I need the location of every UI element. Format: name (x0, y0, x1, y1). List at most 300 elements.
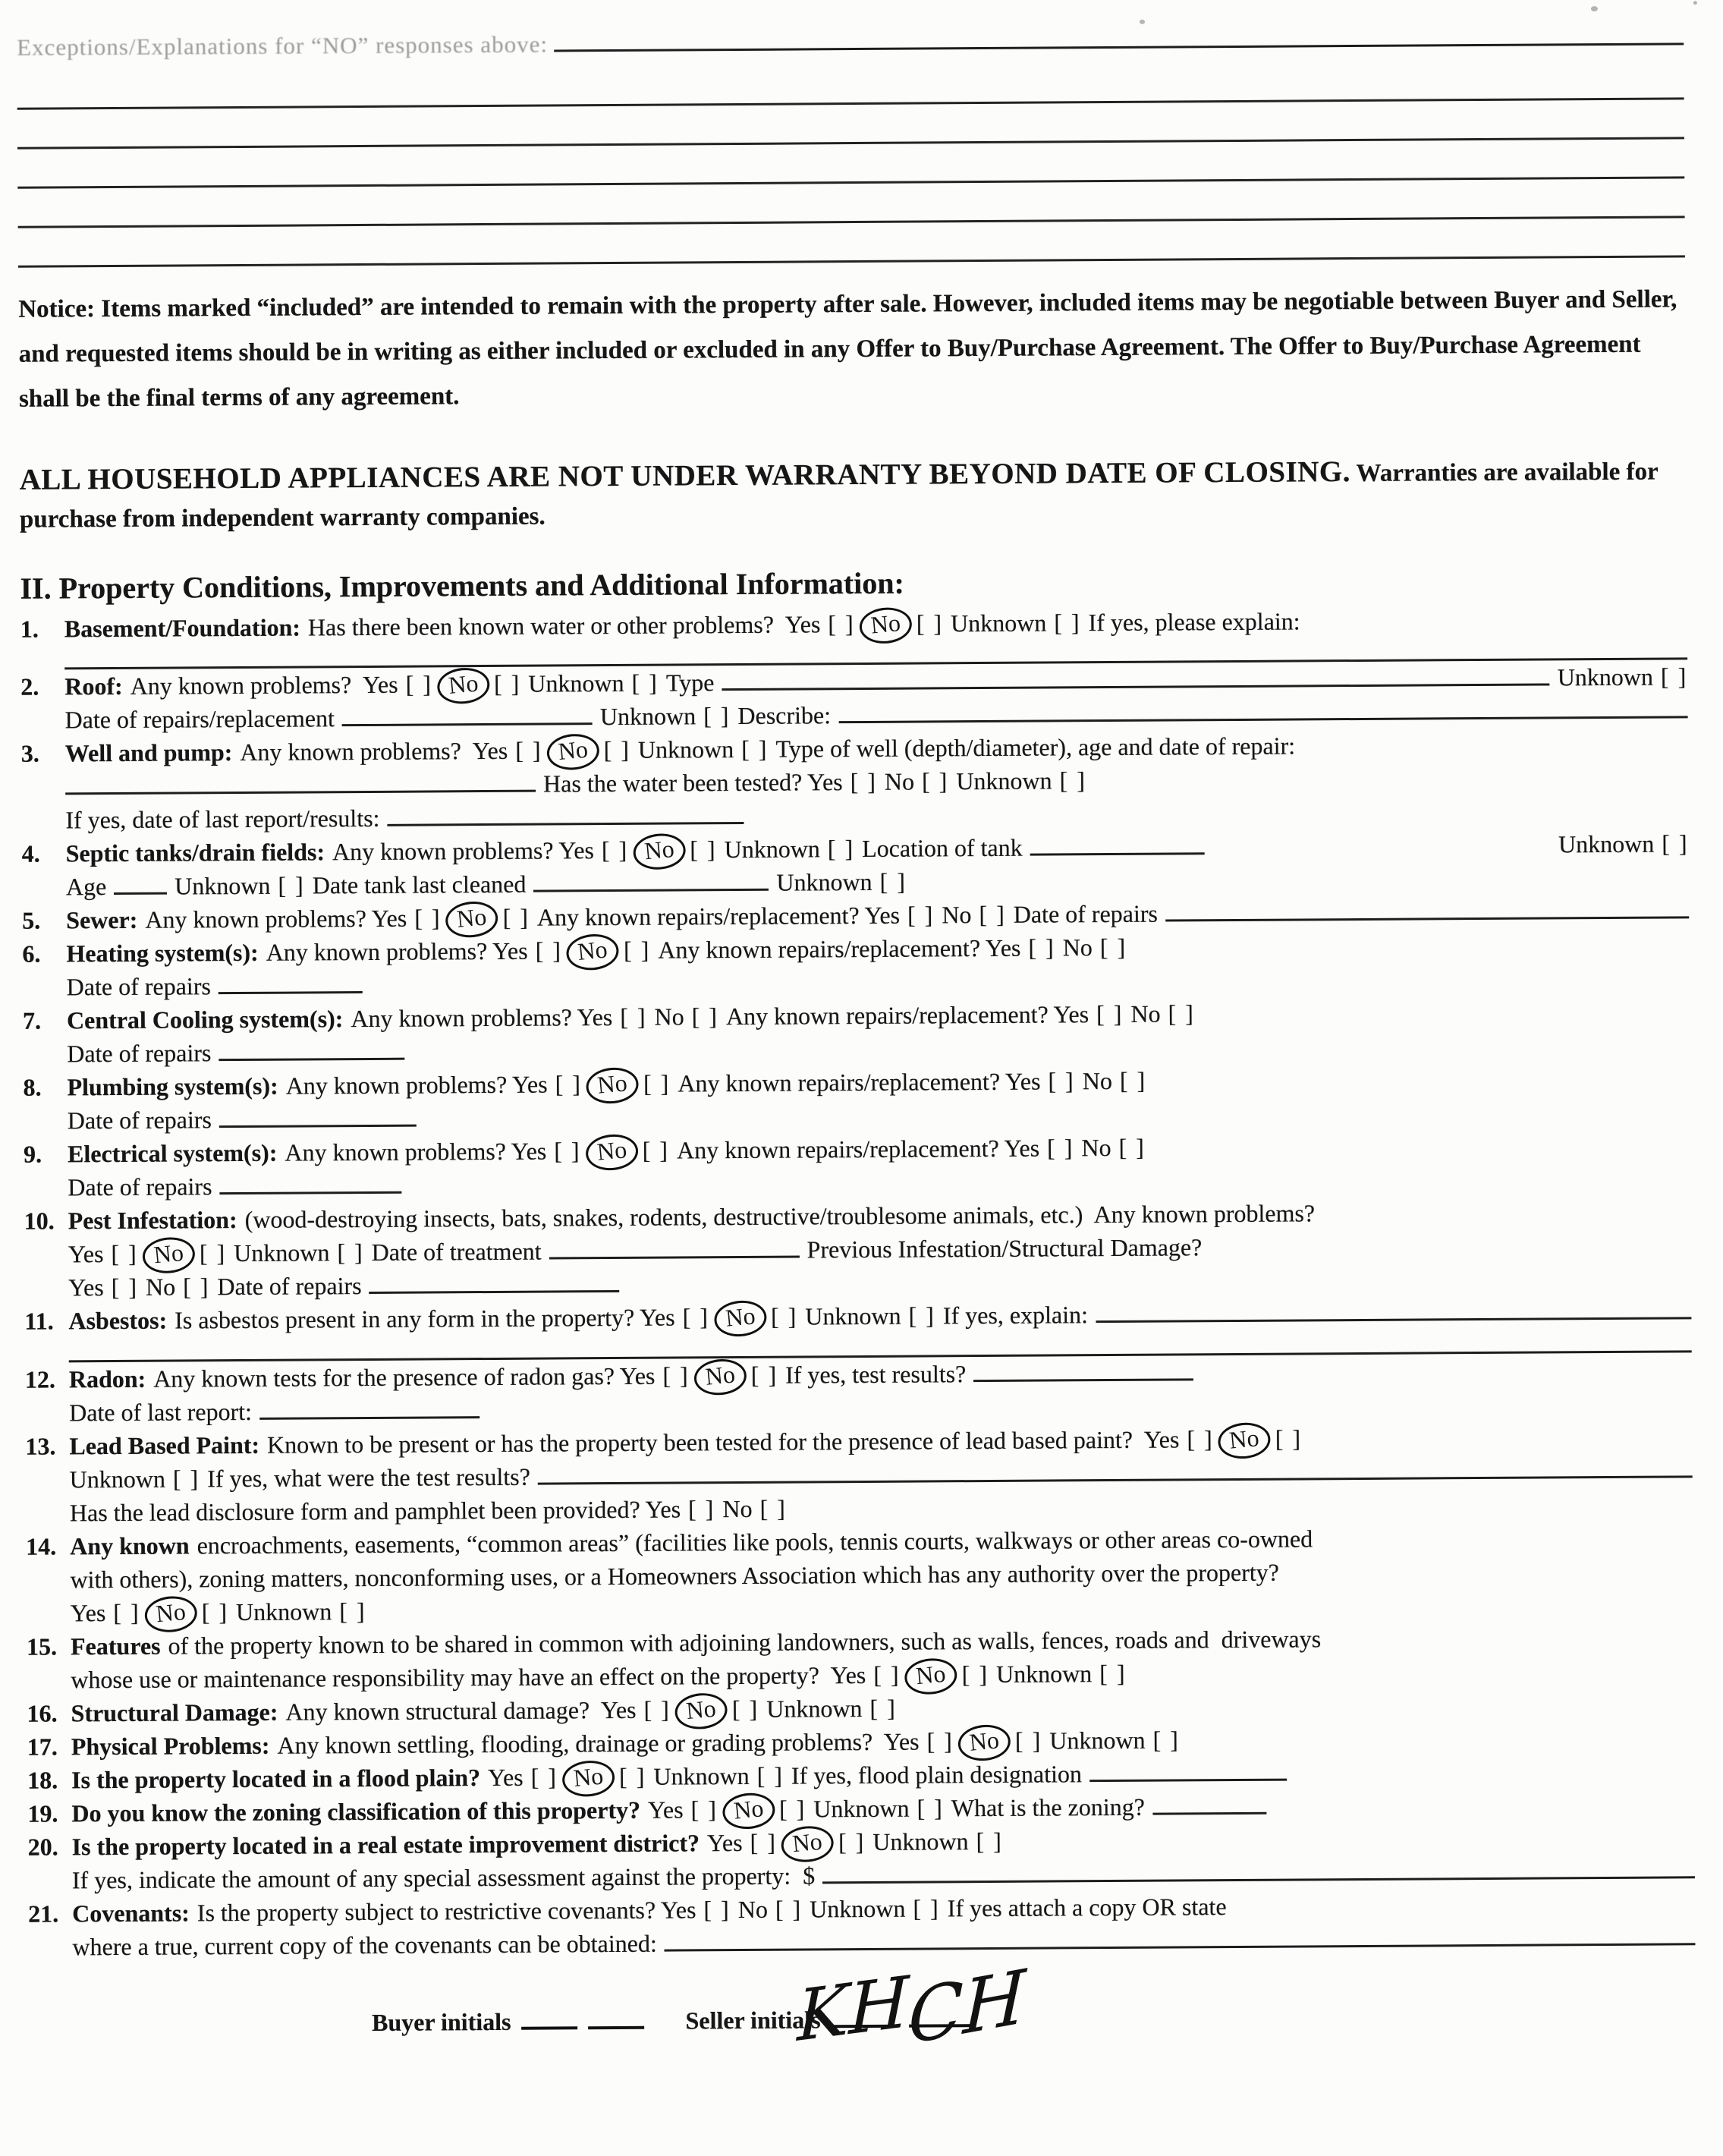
item-text: Unknown (528, 669, 624, 698)
item-text: Unknown (69, 1465, 166, 1493)
item-text: Any known problems? Yes (130, 671, 398, 700)
item-label: Any known (70, 1531, 190, 1560)
checkbox[interactable]: [ ] (601, 836, 629, 864)
form-item-2 (20, 660, 1687, 737)
item-text: Unknown (950, 609, 1047, 637)
item-body (65, 727, 1689, 837)
item-number: 15. (26, 1632, 58, 1660)
checkbox[interactable]: [ ] (879, 868, 907, 896)
seller-initials-handwritten-1: KH (796, 1960, 910, 2057)
item-number: 10. (24, 1207, 55, 1235)
checkbox[interactable]: [ ] (690, 836, 717, 864)
item-text: If yes, what were the test results? (207, 1462, 530, 1493)
exceptions-answer-line[interactable] (554, 20, 1684, 52)
checkbox[interactable]: [ ] (828, 610, 855, 638)
form-item-20 (28, 1820, 1695, 1896)
item-text: Any known repairs/replacement? Yes (536, 902, 901, 932)
blank-field-line[interactable] (822, 1854, 1695, 1884)
item-label: Heating system(s): (66, 939, 259, 968)
item-text: Yes (68, 1240, 104, 1268)
item-number: 20. (27, 1833, 58, 1861)
checkbox[interactable]: [ ] (555, 1070, 583, 1098)
item-label: Electrical system(s): (67, 1139, 278, 1168)
appliances-warning (20, 451, 1687, 538)
item-text: Unknown (175, 872, 271, 900)
checkbox[interactable]: [ ] (502, 904, 530, 932)
item-text: No (1081, 1134, 1111, 1162)
blank-field-line[interactable] (219, 1169, 401, 1195)
circled-no-mark[interactable]: No (435, 666, 491, 707)
item-number: 17. (27, 1733, 58, 1761)
item-text: No (145, 1273, 176, 1301)
form-item-6 (22, 927, 1689, 1004)
checkbox[interactable]: [ ] (1059, 766, 1087, 795)
item-text: No (654, 1002, 684, 1031)
item-text: Any known problems? Yes (145, 905, 407, 934)
item-label: Is the property located in a flood plain? (71, 1763, 481, 1794)
item-label: Do you know the zoning classification of this property? (71, 1796, 641, 1827)
item-label: Covenants: (72, 1899, 190, 1928)
item-text: If yes, indicate the amount of any special assessment against the property: $ (71, 1862, 816, 1894)
item-number: 9. (23, 1141, 42, 1169)
item-text: Date of repairs (66, 972, 211, 1001)
item-text: Date of repairs (67, 1039, 212, 1068)
buyer-initials-line-1[interactable] (521, 2004, 577, 2029)
circled-no-mark[interactable]: No (445, 899, 500, 940)
checkbox[interactable]: [ ] (201, 1597, 229, 1626)
item-text: Any known repairs/replacement? Yes (725, 1000, 1089, 1031)
item-text: No (1082, 1067, 1112, 1095)
item-body (72, 1820, 1695, 1896)
item-number: 5. (22, 907, 41, 935)
item-body (64, 602, 1687, 670)
notice-body: Items marked “included” are intended to remain with the property after sale. However, included items may be negotiable between Buyer and Seller, and requested items should be in writing as either included or excluded in any Offer to Buy/Purchase Agreement. The Offer to Buy/Purchase Agreement shall be the final terms of any agreement. (18, 285, 1677, 413)
circled-no-mark[interactable]: No (904, 1656, 959, 1696)
item-text: No (722, 1494, 753, 1523)
item-text: Unknown (766, 1694, 863, 1723)
item-number: 11. (24, 1307, 54, 1336)
checkbox[interactable]: [ ] (775, 1895, 803, 1923)
item-text: Known to be present or has the property been tested for the presence of lead based paint? Yes (267, 1425, 1180, 1459)
items-list (20, 602, 1696, 1963)
form-item-21 (28, 1887, 1695, 1963)
blank-field-line[interactable] (838, 694, 1688, 723)
item-text: Unknown (637, 735, 734, 764)
item-text: Unknown (995, 1660, 1093, 1688)
item-text: Unknown (1557, 663, 1654, 691)
item-text: whose use or maintenance responsibility may have an effect on the property? Yes (71, 1660, 866, 1694)
seller-initials-label: Seller initials (685, 2006, 821, 2035)
item-text: No (942, 901, 972, 929)
item-label: Asbestos: (68, 1307, 168, 1335)
initials-footer (371, 1953, 1696, 2062)
item-text: encroachments, easements, “common areas” (facilities like pools, tennis courts, walkways or other areas co-owned (197, 1525, 1313, 1560)
circled-no-mark[interactable]: No (674, 1691, 729, 1731)
item-body (67, 994, 1690, 1071)
item-text: Unknown (599, 702, 696, 731)
notice-paragraph (18, 277, 1686, 421)
notice-lead: Notice: (18, 295, 102, 323)
seller-initials-handwritten-2: CH (907, 1953, 1027, 2062)
buyer-initials-line-2[interactable] (588, 2004, 644, 2029)
item-text: If yes attach a copy OR state (947, 1892, 1227, 1922)
blank-field-line[interactable] (387, 800, 744, 826)
item-label: Plumbing system(s): (67, 1072, 278, 1101)
checkbox[interactable]: [ ] (838, 1827, 866, 1856)
item-text: Date tank last cleaned (312, 870, 527, 899)
form-item-8 (23, 1061, 1690, 1138)
form-item-12 (25, 1352, 1692, 1429)
item-body (68, 1194, 1691, 1305)
blank-field-line[interactable] (1089, 1756, 1287, 1782)
checkbox[interactable]: [ ] (1187, 1425, 1214, 1453)
item-text: Yes (647, 1796, 684, 1824)
checkbox[interactable]: [ ] (405, 670, 433, 699)
blank-field-line[interactable] (1030, 830, 1205, 856)
checkbox[interactable]: [ ] (961, 1660, 989, 1689)
checkbox[interactable]: [ ] (979, 901, 1006, 929)
checkbox[interactable]: [ ] (620, 1003, 647, 1031)
item-number: 19. (27, 1799, 58, 1827)
item-text: Any known structural damage? Yes (285, 1695, 637, 1726)
item-text: Date of repairs (68, 1172, 212, 1201)
item-label: Central Cooling system(s): (66, 1005, 344, 1034)
appliances-note: Warranties are available for purchase from independent warranty companies. (19, 458, 1659, 533)
blank-field-line[interactable] (259, 1394, 479, 1420)
circled-no-mark[interactable]: No (585, 1065, 640, 1106)
item-text: Type of well (depth/diameter), age and date of repair: (775, 732, 1296, 763)
blank-field-line[interactable] (219, 1036, 404, 1062)
item-text: Any known problems? Yes (332, 836, 595, 866)
checkbox[interactable]: [ ] (778, 1795, 806, 1823)
item-text: Unknown (235, 1597, 332, 1626)
blank-field-line[interactable] (369, 1268, 619, 1294)
item-text: If yes, test results? (785, 1360, 967, 1389)
item-body (68, 1128, 1690, 1204)
item-label: Roof: (64, 672, 123, 700)
checkbox[interactable]: [ ] (1028, 933, 1055, 962)
item-text: Any known tests for the presence of radon gas? Yes (153, 1361, 656, 1393)
checkbox[interactable]: [ ] (172, 1465, 200, 1493)
checkbox[interactable]: [ ] (907, 901, 935, 930)
checkbox[interactable]: [ ] (1118, 1134, 1146, 1162)
item-body (71, 1619, 1693, 1696)
item-number: 1. (20, 615, 39, 643)
item-text: Has the lead disclosure form and pamphlet been provided? Yes (69, 1495, 681, 1527)
checkbox[interactable]: [ ] (554, 1137, 581, 1165)
item-text: If yes, please explain: (1088, 607, 1300, 637)
item-text: No (1130, 1000, 1161, 1028)
blank-field-line[interactable] (533, 867, 769, 892)
item-number: 8. (23, 1074, 42, 1102)
checkbox[interactable]: [ ] (278, 871, 305, 900)
item-text: Unknown (653, 1761, 750, 1790)
checkbox[interactable]: [ ] (687, 1495, 715, 1523)
item-text: No (884, 768, 915, 796)
checkbox[interactable]: [ ] (869, 1694, 897, 1722)
item-text: What is the zoning? (951, 1792, 1146, 1822)
item-number: 21. (28, 1899, 59, 1928)
checkbox[interactable]: [ ] (1048, 1067, 1075, 1095)
checkbox[interactable]: [ ] (603, 736, 631, 764)
checkbox[interactable]: [ ] (1046, 1134, 1074, 1162)
item-label: Lead Based Paint: (69, 1431, 260, 1460)
checkbox[interactable]: [ ] (682, 1303, 710, 1331)
item-body (72, 1887, 1695, 1963)
scan-speck (1140, 20, 1145, 24)
item-text: Unknown (724, 835, 820, 864)
item-body (66, 927, 1689, 1004)
checkbox[interactable]: [ ] (770, 1302, 798, 1331)
item-text: Unknown (873, 1827, 969, 1855)
checkbox[interactable]: [ ] (618, 1762, 646, 1790)
circled-no-mark[interactable]: No (565, 932, 621, 972)
form-item-14 (26, 1519, 1693, 1629)
item-label: Physical Problems: (71, 1731, 270, 1761)
item-text: No (1062, 933, 1093, 962)
checkbox[interactable]: [ ] (493, 670, 521, 698)
item-body (67, 1061, 1690, 1138)
checkbox[interactable]: [ ] (1152, 1726, 1180, 1754)
item-number: 18. (27, 1766, 58, 1794)
item-number: 16. (27, 1699, 58, 1727)
item-text: Unknown (805, 1302, 901, 1330)
item-text: Unknown (813, 1794, 910, 1823)
circled-no-mark[interactable]: No (143, 1594, 199, 1634)
checkbox[interactable]: [ ] (703, 702, 731, 730)
circled-no-mark[interactable]: No (546, 732, 601, 773)
checkbox[interactable]: [ ] (1119, 1067, 1147, 1095)
checkbox[interactable]: [ ] (873, 1660, 901, 1689)
circled-no-mark[interactable]: No (631, 832, 687, 872)
checkbox[interactable]: [ ] (643, 1695, 671, 1723)
blank-field-line[interactable] (1152, 1789, 1266, 1815)
item-label: Features (70, 1632, 161, 1660)
checkbox[interactable]: [ ] (111, 1273, 139, 1301)
item-text: Date of repairs (67, 1106, 212, 1135)
checkbox[interactable]: [ ] (750, 1361, 778, 1389)
checkbox[interactable]: [ ] (111, 1240, 138, 1268)
item-number: 2. (20, 673, 39, 701)
circled-no-mark[interactable]: No (693, 1357, 748, 1397)
item-text: Unknown (776, 868, 873, 897)
item-text: Any known problems? Yes (285, 1137, 547, 1167)
checkbox[interactable]: [ ] (1096, 1000, 1124, 1028)
checkbox[interactable]: [ ] (926, 1727, 954, 1755)
checkbox[interactable]: [ ] (759, 1494, 787, 1522)
checkbox[interactable]: [ ] (339, 1597, 366, 1626)
item-label: Pest Infestation: (68, 1206, 237, 1235)
blank-field-line[interactable] (219, 969, 363, 995)
checkbox[interactable]: [ ] (113, 1598, 140, 1626)
checkbox[interactable]: [ ] (1662, 829, 1689, 858)
checkbox[interactable]: [ ] (756, 1761, 784, 1789)
item-label: Structural Damage: (71, 1698, 278, 1727)
checkbox[interactable]: [ ] (662, 1361, 690, 1390)
checkbox[interactable]: [ ] (916, 609, 944, 637)
item-text: Date of treatment (371, 1238, 542, 1267)
item-text: If yes, date of last report/results: (65, 804, 380, 834)
checkbox[interactable]: [ ] (1099, 1659, 1127, 1687)
form-item-4 (22, 827, 1689, 904)
blank-field-line[interactable] (722, 661, 1550, 691)
buyer-initials-label: Buyer initials (371, 2007, 511, 2036)
item-text: Any known problems? Yes (240, 737, 508, 766)
item-body (66, 827, 1689, 904)
form-item-7 (23, 994, 1690, 1071)
checkbox[interactable]: [ ] (750, 1828, 778, 1856)
item-number: 13. (25, 1432, 56, 1460)
circled-no-mark[interactable]: No (141, 1235, 197, 1276)
checkbox[interactable]: [ ] (921, 767, 949, 795)
item-text: with others), zoning matters, nonconforming uses, or a Homeowners Association which has any authority over the property? (70, 1558, 1279, 1594)
item-text: Date of repairs (1013, 900, 1159, 929)
item-text: Previous Infestation/Structural Damage? (806, 1233, 1203, 1264)
checkbox[interactable]: [ ] (414, 904, 442, 933)
checkbox[interactable]: [ ] (515, 737, 542, 765)
item-text: Any known settling, flooding, drainage or grading problems? Yes (277, 1727, 920, 1759)
item-number: 7. (22, 1007, 42, 1035)
checkbox[interactable]: [ ] (631, 669, 659, 697)
item-text: Location of tank (862, 834, 1023, 863)
item-text: of the property known to be shared in common with adjoining landowners, such as walls, fences, roads and driveways (168, 1625, 1322, 1660)
item-text: Unknown (1049, 1726, 1146, 1755)
item-text: Age (65, 873, 107, 901)
blank-field-line[interactable] (342, 700, 593, 726)
blank-field-line[interactable] (219, 1103, 417, 1128)
item-label: Septic tanks/drain fields: (65, 838, 325, 867)
item-text: Yes (706, 1828, 743, 1857)
form-item-3 (21, 727, 1689, 837)
checkbox[interactable]: [ ] (1099, 933, 1127, 962)
item-text: Any known problems? Yes (285, 1070, 548, 1100)
spacer (1212, 853, 1551, 855)
item-label: Sewer: (66, 906, 138, 934)
item-text: Date of repairs/replacement (64, 704, 335, 734)
circled-no-mark[interactable]: No (721, 1791, 776, 1831)
item-text: If yes, flood plain designation (791, 1760, 1083, 1789)
item-text: Any known repairs/replacement? Yes (658, 934, 1021, 965)
item-body (69, 1352, 1692, 1429)
item-text: Any known problems? Yes (351, 1003, 613, 1033)
item-text: where a true, current copy of the covenants can be obtained: (72, 1929, 657, 1961)
item-text: Is the property subject to restrictive covenants? Yes (197, 1896, 696, 1927)
checkbox[interactable]: [ ] (1054, 609, 1081, 637)
item-text: No (737, 1895, 768, 1923)
item-text: (wood-destroying insects, bats, snakes, rodents, destructive/troublesome animals, etc.) Any known problems? (244, 1199, 1316, 1234)
item-text: Unknown (956, 766, 1052, 795)
blank-field-line[interactable] (1096, 1295, 1692, 1323)
appliances-heading: ALL HOUSEHOLD APPLIANCES ARE NOT UNDER WARRANTY BEYOND DATE OF CLOSING. (19, 455, 1351, 496)
item-text: Yes (68, 1273, 104, 1301)
item-text: If yes, explain: (942, 1301, 1089, 1330)
checkbox[interactable]: [ ] (976, 1827, 1003, 1855)
checkbox[interactable]: [ ] (337, 1239, 364, 1267)
checkbox[interactable]: [ ] (643, 1069, 671, 1098)
item-label: Well and pump: (64, 738, 233, 767)
checkbox[interactable]: [ ] (741, 735, 769, 763)
checkbox[interactable]: [ ] (827, 835, 855, 863)
checkbox[interactable]: [ ] (731, 1695, 759, 1723)
checkbox[interactable]: [ ] (703, 1895, 731, 1924)
item-text: Yes (70, 1598, 106, 1627)
blank-field-line[interactable] (65, 768, 536, 795)
item-body (70, 1519, 1693, 1629)
checkbox[interactable]: [ ] (1014, 1726, 1042, 1755)
item-body (69, 1419, 1693, 1529)
circled-no-mark[interactable]: No (957, 1723, 1012, 1763)
checkbox[interactable]: [ ] (850, 768, 878, 796)
checkbox[interactable]: [ ] (690, 1796, 718, 1824)
scan-speck (1591, 6, 1598, 11)
circled-no-mark[interactable]: No (780, 1824, 835, 1864)
circled-no-mark[interactable]: No (1217, 1421, 1272, 1461)
form-item-13 (25, 1419, 1693, 1529)
item-text: Any known repairs/replacement? Yes (678, 1067, 1041, 1097)
blank-field-line[interactable] (973, 1356, 1193, 1382)
item-text: Any known repairs/replacement? Yes (676, 1135, 1040, 1164)
item-label: Radon: (68, 1364, 146, 1393)
item-text: Unknown (234, 1239, 330, 1267)
form-item-11 (24, 1295, 1691, 1363)
blank-answer-lines (17, 60, 1685, 267)
item-label: Basement/Foundation: (64, 613, 301, 643)
checkbox[interactable]: [ ] (1660, 663, 1688, 691)
form-item-10 (24, 1194, 1691, 1305)
item-label: Is the property located in a real estate improvement district? (71, 1829, 700, 1861)
item-text: Has there been known water or other problems? Yes (307, 610, 821, 641)
item-text: Yes (488, 1763, 524, 1791)
circled-no-mark[interactable]: No (561, 1758, 616, 1799)
checkbox[interactable]: [ ] (530, 1763, 558, 1791)
form-item-9 (24, 1128, 1690, 1204)
item-number: 12. (24, 1365, 56, 1393)
item-text: Type (665, 669, 715, 697)
item-number: 6. (22, 940, 41, 968)
item-text: Date of last report: (69, 1397, 253, 1427)
item-text: Unknown (810, 1894, 906, 1923)
checkbox[interactable]: [ ] (1168, 999, 1195, 1028)
checkbox[interactable]: [ ] (913, 1894, 940, 1922)
circled-no-mark[interactable]: No (712, 1298, 768, 1339)
checkbox[interactable]: [ ] (535, 936, 563, 965)
section-heading: II. Property Conditions, Improvements and Additional Information: (20, 565, 904, 606)
checkbox[interactable]: [ ] (908, 1301, 936, 1330)
checkbox[interactable]: [ ] (691, 1002, 719, 1031)
blank-field-line[interactable] (549, 1234, 799, 1260)
item-text: Any known problems? Yes (266, 937, 528, 967)
circled-no-mark[interactable]: No (584, 1132, 640, 1172)
checkbox[interactable]: [ ] (183, 1273, 210, 1301)
checkbox[interactable]: [ ] (623, 936, 651, 965)
item-body (68, 1295, 1691, 1363)
checkbox[interactable]: [ ] (1275, 1424, 1303, 1453)
checkbox[interactable]: [ ] (199, 1239, 227, 1267)
checkbox[interactable]: [ ] (917, 1794, 944, 1822)
circled-no-mark[interactable]: No (858, 606, 913, 646)
item-text: Unknown (1558, 830, 1655, 858)
item-text: Is asbestos present in any form in the property? Yes (175, 1303, 675, 1334)
item-number: 4. (21, 840, 40, 868)
blank-field-line[interactable] (114, 870, 167, 895)
item-body (64, 660, 1687, 737)
checkbox[interactable]: [ ] (642, 1136, 670, 1165)
scan-speck (1693, 1, 1697, 5)
item-number: 3. (20, 740, 39, 768)
blank-field-line[interactable] (1165, 894, 1689, 922)
exceptions-label: Exceptions/Explanations for “NO” responses above: (17, 30, 549, 61)
blank-field-line[interactable] (665, 1921, 1696, 1952)
